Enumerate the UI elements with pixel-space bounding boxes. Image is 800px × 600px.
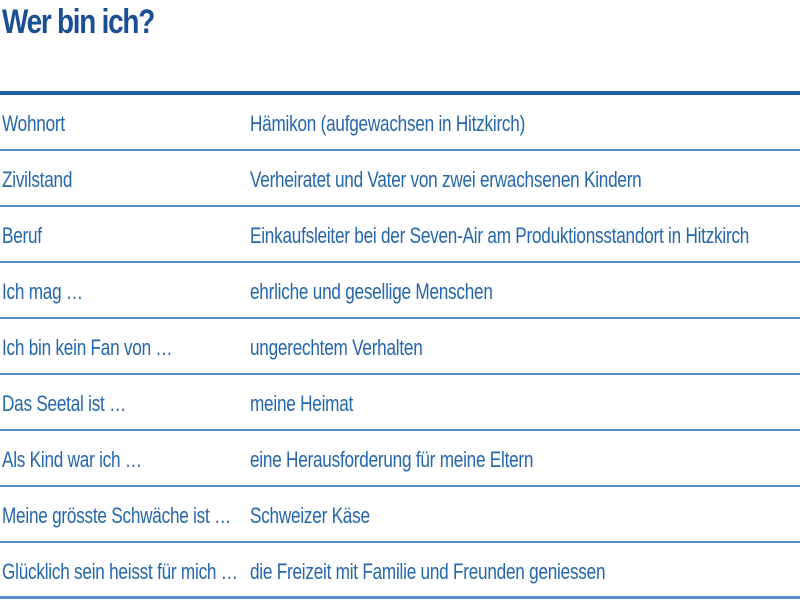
- row-value: Verheiratet und Vater von zwei erwachsenen Kindern: [250, 167, 642, 192]
- table-row: [0, 207, 800, 263]
- profile-table: [0, 95, 800, 599]
- table-row: [0, 95, 800, 151]
- row-value: die Freizeit mit Familie und Freunden geniessen: [250, 559, 606, 584]
- row-label: Das Seetal ist …: [2, 391, 127, 416]
- row-value: ehrliche und gesellige Menschen: [250, 279, 493, 304]
- row-label: Ich mag …: [2, 279, 83, 304]
- row-value: eine Herausforderung für meine Eltern: [250, 447, 534, 472]
- table-row: [0, 487, 800, 543]
- page-title: Wer bin ich?: [2, 3, 155, 41]
- table-row: [0, 543, 800, 599]
- row-label: Wohnort: [2, 111, 65, 136]
- row-value: meine Heimat: [250, 391, 354, 416]
- row-label: Zivilstand: [2, 167, 73, 192]
- row-label: Beruf: [2, 223, 42, 248]
- row-value: ungerechtem Verhalten: [250, 335, 423, 360]
- table-row: [0, 375, 800, 431]
- row-label: Glücklich sein heisst für mich …: [2, 559, 238, 584]
- row-value: Schweizer Käse: [250, 503, 370, 528]
- row-label: Als Kind war ich …: [2, 447, 142, 472]
- table-row: [0, 431, 800, 487]
- row-label: Meine grösste Schwäche ist …: [2, 503, 232, 528]
- table-row: [0, 319, 800, 375]
- table-row: [0, 263, 800, 319]
- row-value: Einkaufsleiter bei der Seven-Air am Produktionsstandort in Hitzkirch: [250, 223, 750, 248]
- table-row: [0, 151, 800, 207]
- row-label: Ich bin kein Fan von …: [2, 335, 173, 360]
- row-value: Hämikon (aufgewachsen in Hitzkirch): [250, 111, 526, 136]
